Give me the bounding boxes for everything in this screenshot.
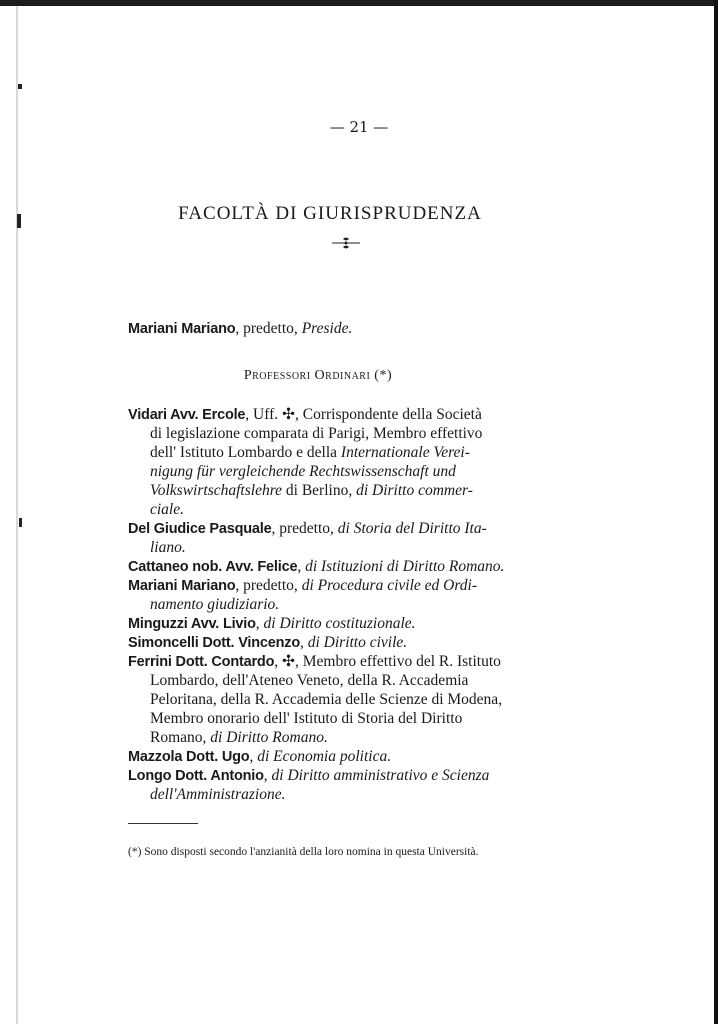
- entry-continuation: Lombardo, dell'Ateneo Veneto, della R. Accademia: [150, 672, 469, 689]
- entry-subject: di Diritto Romano.: [210, 729, 328, 746]
- professor-name: Vidari Avv. Ercole: [128, 407, 246, 423]
- entry-subject: di Diritto amministrativo e Scienza: [271, 767, 490, 784]
- entry-continuation: ciale.: [150, 501, 184, 518]
- entry-subject: di Diritto civile.: [307, 634, 408, 651]
- entry-text: ,: [255, 615, 264, 632]
- scan-right-edge: [714, 0, 718, 1024]
- scan-mark: [18, 84, 22, 89]
- professor-name: Del Giudice Pasquale: [128, 521, 272, 537]
- dean-text: , predetto,: [235, 320, 302, 337]
- entry-text: , ✣, Membro effettivo del R. Istituto: [274, 653, 501, 670]
- footnote: (*) Sono disposti secondo l'anzianità della loro nomina in questa Università.: [128, 846, 479, 858]
- professor-name: Mazzola Dott. Ugo: [128, 749, 250, 765]
- entry-italic: Internationale Verei-: [340, 444, 470, 461]
- entry-subject: di Storia del Diritto Ita-: [337, 520, 487, 537]
- entry-subject: di Economia politica.: [257, 748, 392, 765]
- entry-text: , predetto,: [235, 577, 302, 594]
- professor-name: Cattaneo nob. Avv. Felice: [128, 559, 298, 575]
- entry-text: ,: [297, 558, 306, 575]
- entry-text: ,: [263, 767, 272, 784]
- ornament-divider-icon: [332, 236, 360, 250]
- dean-line: [128, 320, 352, 338]
- professor-entry: [128, 653, 501, 671]
- entry-continuation: [150, 444, 470, 462]
- entry-text: Romano,: [150, 729, 211, 746]
- professor-entry: [128, 748, 391, 766]
- entry-italic: Volkswirtschaftslehre: [150, 482, 283, 499]
- professor-entry: [128, 577, 477, 595]
- dean-role: Preside.: [301, 320, 353, 337]
- entry-subject: di Diritto commer-: [356, 482, 473, 499]
- entry-text: , predetto,: [271, 520, 338, 537]
- entry-text: ,: [299, 634, 308, 651]
- footnote-rule: [128, 823, 198, 824]
- entry-continuation: nigung für vergleichende Rechtswissenschaft und: [150, 463, 456, 480]
- entry-continuation: Peloritana, della R. Accademia delle Scienze di Modena,: [150, 691, 503, 708]
- faculty-title: FACOLTÀ DI GIURISPRUDENZA: [178, 203, 482, 224]
- section-heading: Professori Ordinari (*): [243, 368, 393, 383]
- professor-name: Minguzzi Avv. Livio: [128, 616, 256, 632]
- entry-subject: di Procedura civile ed Ordi-: [301, 577, 478, 594]
- professor-name: Longo Dott. Antonio: [128, 768, 264, 784]
- scan-top-edge: [0, 0, 718, 6]
- entry-continuation: dell'Amministrazione.: [150, 786, 286, 803]
- professor-entry: [128, 634, 407, 652]
- professor-entry: [128, 615, 416, 633]
- entry-text: di Berlino,: [282, 482, 357, 499]
- professor-entry: [128, 558, 504, 576]
- scan-mark: [19, 518, 22, 527]
- scan-left-edge: [16, 6, 18, 1024]
- entry-continuation: namento giudiziario.: [150, 596, 280, 613]
- professor-entry: [128, 767, 489, 785]
- entry-continuation: [150, 729, 328, 747]
- entry-continuation: di legislazione comparata di Parigi, Membro effettivo: [150, 425, 483, 442]
- professor-name: Simoncelli Dott. Vincenzo: [128, 635, 300, 651]
- professor-name: Ferrini Dott. Contardo: [128, 654, 275, 670]
- professor-entry: [128, 406, 482, 424]
- entry-subject: di Diritto costituzionale.: [263, 615, 416, 632]
- professor-name: Mariani Mariano: [128, 578, 236, 594]
- entry-continuation: Membro onorario dell' Istituto di Storia del Diritto: [150, 710, 463, 727]
- entry-text: dell' Istituto Lombardo e della: [150, 444, 341, 461]
- page-number: — 21 —: [329, 118, 389, 136]
- entry-subject: di Istituzioni di Diritto Romano.: [305, 558, 505, 575]
- dean-name: Mariani Mariano: [128, 321, 236, 337]
- entry-text: , Uff. ✣, Corrispondente della Società: [245, 406, 482, 423]
- entry-text: ,: [249, 748, 258, 765]
- entry-continuation: [150, 482, 473, 500]
- entry-continuation: liano.: [150, 539, 186, 556]
- professor-entry: [128, 520, 487, 538]
